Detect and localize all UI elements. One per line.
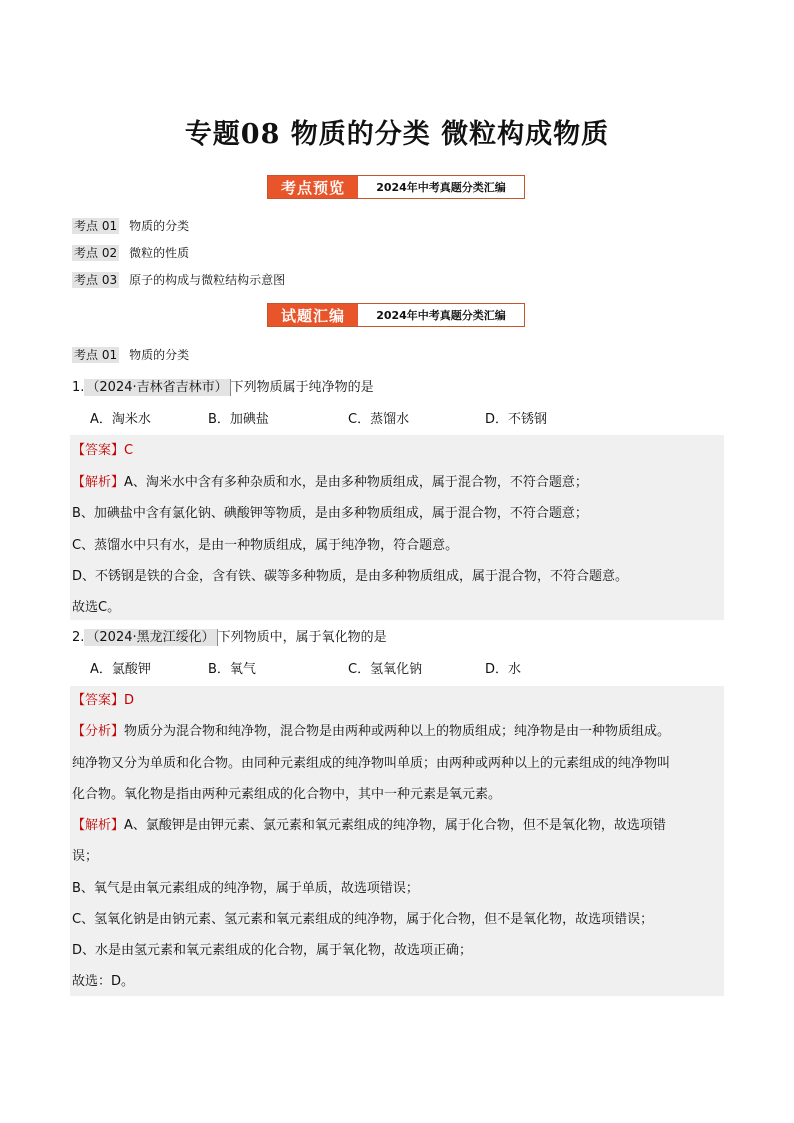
kaodian-item-2[interactable]: [72, 245, 189, 261]
kaodian-label: 考点 01: [74, 219, 118, 233]
kaodian-name: 原子的构成与微粒结构示意图: [129, 273, 286, 287]
option-a[interactable]: A．氯酸钾: [90, 662, 151, 677]
question-1: [72, 379, 374, 397]
question-source: （2024·黑龙江绥化）: [84, 629, 217, 646]
analysis-label: 【解析】: [72, 475, 125, 490]
kaodian-item-1[interactable]: [72, 218, 189, 234]
analysis-text: D、不锈钢是铁的合金，含有铁、碳等多种物质，是由多种物质组成，属于混合物，不符合题意。: [72, 569, 629, 584]
question-number: 2.: [72, 630, 85, 645]
option-c[interactable]: C．蒸馏水: [348, 412, 410, 427]
analysis-line: [72, 817, 724, 835]
option-d[interactable]: D．不锈钢: [485, 412, 548, 427]
answer-value: D: [124, 693, 135, 708]
answer-label: 【答案】: [72, 693, 125, 708]
page-title: 专题08 物质的分类 微粒构成物质: [184, 119, 610, 150]
fenxi-text: 化合物。氧化物是指由两种元素组成的化合物中，其中一种元素是氧元素。: [72, 787, 502, 802]
question-stem: 下列物质属于纯净物的是: [230, 380, 374, 395]
fenxi-text: 物质分为混合物和纯净物，混合物是由两种或两种以上的物质组成；纯净物是由一种物质组成。: [124, 724, 671, 739]
question-source: （2024·吉林省吉林市）: [84, 379, 230, 396]
preview-banner: [267, 175, 525, 199]
question-stem: 下列物质中，属于氧化物的是: [217, 630, 387, 645]
kaodian-name: 微粒的性质: [129, 246, 190, 260]
analysis-text: C、氢氧化钠是由钠元素、氢元素和氧元素组成的纯净物，属于化合物，但不是氧化物，故选项错误；: [72, 912, 654, 927]
exam-banner-subtitle: 2024年中考真题分类汇编: [376, 309, 506, 322]
analysis-text: A、淘米水中含有多种杂质和水，是由多种物质组成，属于混合物，不符合题意；: [124, 475, 588, 490]
option-a[interactable]: A．淘米水: [90, 412, 151, 427]
exam-banner-tag: 试题汇编: [268, 304, 358, 326]
option-d[interactable]: D．水: [485, 662, 522, 677]
exam-banner: [267, 303, 525, 327]
kaodian-item-3[interactable]: [72, 272, 285, 288]
answer-label: 【答案】: [72, 443, 125, 458]
preview-banner-tag: 考点预览: [268, 176, 358, 198]
analysis-text: C、蒸馏水中只有水，是由一种物质组成，属于纯净物，符合题意。: [72, 538, 459, 553]
fenxi-label: 【分析】: [72, 724, 125, 739]
answer-box-1: [70, 435, 724, 620]
preview-banner-subtitle: 2024年中考真题分类汇编: [376, 181, 506, 194]
analysis-label: 【解析】: [72, 818, 125, 833]
analysis-line: [72, 474, 724, 492]
section-label: 考点 01: [74, 348, 118, 362]
analysis-text: D、水是由氢元素和氧元素组成的化合物，属于氧化物，故选项正确；: [72, 943, 473, 958]
kaodian-name: 物质的分类: [129, 219, 190, 233]
analysis-text: B、加碘盐中含有氯化钠、碘酸钾等物质，是由多种物质组成，属于混合物，不符合题意；: [72, 506, 588, 521]
fenxi-text: 纯净物又分为单质和化合物。由同种元素组成的纯净物叫单质；由两种或两种以上的元素组成的纯净物叫: [72, 756, 671, 771]
conclusion-text: 故选：D。: [72, 974, 135, 989]
question-1-options: [90, 411, 547, 429]
fenxi-line: [72, 723, 724, 741]
option-b[interactable]: B．氧气: [208, 662, 256, 677]
analysis-text: B、氧气是由氧元素组成的纯净物，属于单质，故选项错误；: [72, 881, 419, 896]
question-2: [72, 629, 387, 647]
question-number: 1.: [72, 380, 85, 395]
conclusion-text: 故选C。: [72, 600, 121, 615]
option-c[interactable]: C．氢氧化钠: [348, 662, 423, 677]
answer-value: C: [124, 443, 134, 458]
kaodian-label: 考点 02: [74, 246, 118, 260]
kaodian-label: 考点 03: [74, 273, 118, 287]
section-name: 物质的分类: [129, 348, 190, 362]
section-header: [72, 347, 189, 363]
answer-line: [72, 692, 724, 710]
question-2-options: [90, 661, 521, 679]
option-b[interactable]: B．加碘盐: [208, 412, 269, 427]
analysis-text: A、氯酸钾是由钾元素、氯元素和氧元素组成的纯净物，属于化合物，但不是氧化物，故选项错: [124, 818, 666, 833]
answer-line: [72, 442, 724, 460]
analysis-text: 误；: [72, 849, 99, 864]
